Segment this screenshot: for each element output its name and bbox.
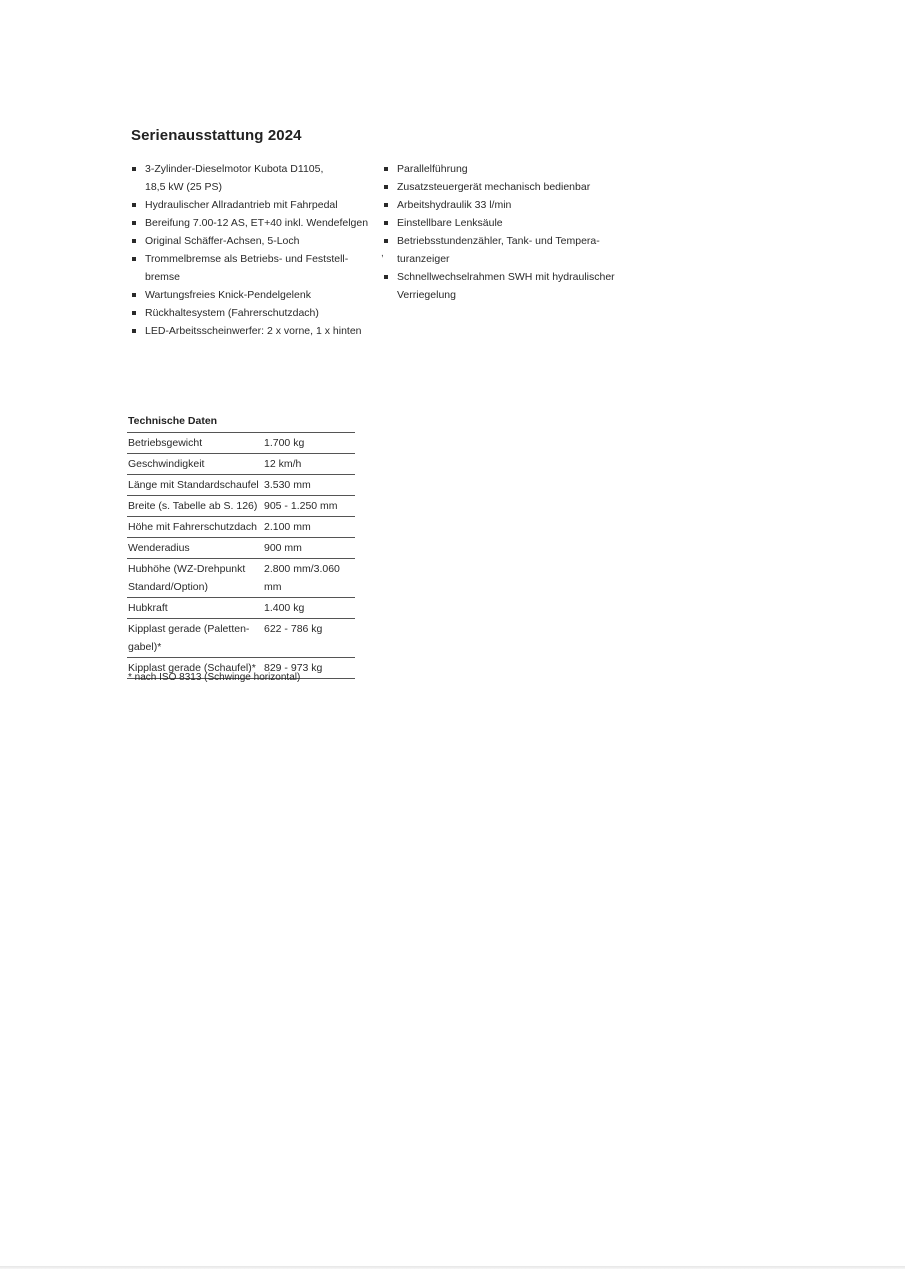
feature-item <box>131 214 371 232</box>
tech-data-table <box>127 432 355 679</box>
feature-item-line: Wartungsfreies Knick-Pendelgelenk <box>145 289 311 301</box>
spec-label: Wenderadius <box>127 538 261 559</box>
spec-value: 622 - 786 kg <box>261 619 355 658</box>
feature-item <box>131 160 371 196</box>
feature-item <box>383 178 623 196</box>
spec-value: 12 km/h <box>261 454 355 475</box>
feature-item <box>131 232 371 250</box>
feature-item-line: 3-Zylinder-Dieselmotor Kubota D1105, <box>145 163 324 175</box>
feature-list-left <box>131 160 371 340</box>
feature-item-line: Original Schäffer-Achsen, 5-Loch <box>145 235 300 247</box>
feature-item <box>131 250 371 286</box>
feature-item-line: Einstellbare Lenksäule <box>397 217 503 229</box>
spec-value: 905 - 1.250 mm <box>261 496 355 517</box>
feature-item-line: Schnellwechselrahmen SWH mit hydraulischer <box>397 271 615 283</box>
stray-mark: , <box>381 248 384 259</box>
spec-label: Kipplast gerade (Paletten-gabel)* <box>127 619 261 658</box>
feature-item-line: Verriegelung <box>397 289 456 301</box>
table-row <box>127 517 355 538</box>
feature-item <box>383 214 623 232</box>
tech-footnote: * nach ISO 8313 (Schwinge horizontal) <box>128 672 301 683</box>
feature-item-line: Arbeitshydraulik 33 l/min <box>397 199 512 211</box>
spec-value: 829 - 973 kg <box>261 658 355 679</box>
spec-label: Länge mit Standardschaufel <box>127 475 261 496</box>
spec-value: 2.100 mm <box>261 517 355 538</box>
feature-item-line: Rückhaltesystem (Fahrerschutzdach) <box>145 307 319 319</box>
feature-item-line: Parallelführung <box>397 163 468 175</box>
table-row <box>127 454 355 475</box>
spec-value: 1.400 kg <box>261 598 355 619</box>
feature-item <box>131 286 371 304</box>
feature-item-line: LED-Arbeitsscheinwerfer: 2 x vorne, 1 x hinten <box>145 325 362 337</box>
feature-item <box>383 196 623 214</box>
page-bottom-edge <box>0 1266 905 1269</box>
table-row <box>127 619 355 658</box>
section-heading: Serienausstattung 2024 <box>131 127 302 144</box>
feature-item <box>383 232 623 268</box>
feature-item <box>383 160 623 178</box>
spec-label: Hubkraft <box>127 598 261 619</box>
spec-label: Betriebsgewicht <box>127 433 261 454</box>
spec-value: 900 mm <box>261 538 355 559</box>
feature-list-right <box>383 160 623 304</box>
feature-item-line: bremse <box>145 271 181 283</box>
spec-value: 2.800 mm/3.060 mm <box>261 559 355 598</box>
spec-label: Höhe mit Fahrerschutzdach <box>127 517 261 538</box>
feature-item-line: Zusatzsteuergerät mechanisch bedienbar <box>397 181 591 193</box>
feature-item <box>131 304 371 322</box>
feature-item-line: 18,5 kW (25 PS) <box>145 181 223 193</box>
feature-item-line: Betriebsstundenzähler, Tank- und Tempera- <box>397 235 600 247</box>
table-row <box>127 598 355 619</box>
feature-item <box>131 322 371 340</box>
tech-data-title: Technische Daten <box>128 415 218 427</box>
spec-value: 1.700 kg <box>261 433 355 454</box>
table-row <box>127 433 355 454</box>
table-row <box>127 475 355 496</box>
spec-label: Geschwindigkeit <box>127 454 261 475</box>
table-row <box>127 496 355 517</box>
feature-item <box>383 268 623 304</box>
spec-label: Breite (s. Tabelle ab S. 126) <box>127 496 261 517</box>
feature-item-line: Bereifung 7.00-12 AS, ET+40 inkl. Wendefelgen <box>145 217 369 229</box>
feature-item-line: turanzeiger <box>397 253 450 265</box>
spec-label: Kipplast gerade (Schaufel)* <box>127 658 261 679</box>
table-row <box>127 559 355 598</box>
feature-item <box>131 196 371 214</box>
table-row <box>127 538 355 559</box>
spec-value: 3.530 mm <box>261 475 355 496</box>
spec-label: Hubhöhe (WZ-Drehpunkt Standard/Option) <box>127 559 261 598</box>
feature-item-line: Hydraulischer Allradantrieb mit Fahrpedal <box>145 199 338 211</box>
feature-item-line: Trommelbremse als Betriebs- und Feststell- <box>145 253 349 265</box>
